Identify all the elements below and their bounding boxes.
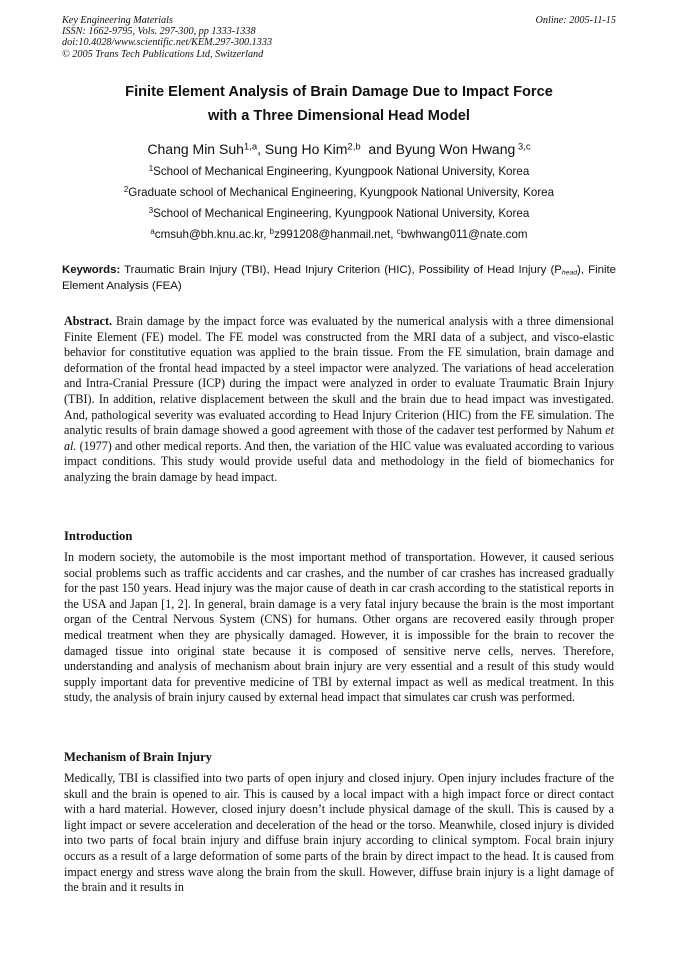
journal-name: Key Engineering Materials: [62, 15, 173, 26]
title-line-2: with a Three Dimensional Head Model: [208, 108, 470, 124]
journal-header: [62, 15, 616, 60]
mechanism-text: Medically, TBI is classified into two parts of open injury and closed injury. Open injury includes fracture of the skull and the brain is opened to air. This is caused by a local impact with a high impact force or direct contact with a hard material. However, closed injury doesn’t include physical damage of the skull. This is caused by a light impact or severe acceleration and deceleration of the head or the torso. Meanwhile, closed injury is divided into two parts of focal brain injury and diffuse brain injury according to clinical symptom. Focal brain injury occurs as a result of a large deformation of some parts of the brain by direct impact to the head. It is caused from impact energy and stress wave along the brain from the skull. However, diffuse brain injury is a light damage of the brain and it results in: [64, 771, 614, 895]
email-text: z991208@hanmail.net,: [274, 228, 397, 241]
keywords: [62, 263, 616, 294]
title-line-1: Finite Element Analysis of Brain Damage Due to Impact Force: [125, 84, 553, 100]
email-mark: a: [150, 227, 155, 237]
email-line: [40, 228, 638, 241]
author-affiliation-mark: 3,c: [515, 141, 531, 153]
author-name: Sung Ho Kim: [264, 141, 348, 157]
affiliation-text: Graduate school of Mechanical Engineering, Kyungpook National University, Korea: [128, 186, 555, 199]
introduction-heading: Introduction: [64, 529, 133, 543]
email-text: bwhwang011@nate.com: [400, 228, 528, 241]
author-name: Chang Min Suh: [147, 141, 244, 157]
online-date: Online: 2005-11-15: [535, 15, 616, 26]
keywords-text-end: ), Finite Element Analysis (FEA): [62, 264, 616, 292]
email-mark: b: [269, 227, 275, 237]
journal-info: [62, 15, 616, 60]
keywords-text: Traumatic Brain Injury (TBI), Head Injury Criterion (HIC), Possibility of Head Injury (P: [120, 264, 562, 276]
abstract-text-end: (1977) and other medical reports. And then, the variation of the HIC value was evaluated according to various impact conditions. This study would provide useful data and methodology in the field of biomechanics for analyzing the brain damage by head impact.: [64, 438, 614, 484]
journal-doi: doi:10.4028/www.scientific.net/KEM.297-300.1333: [62, 37, 273, 49]
affiliation-3: [40, 207, 638, 220]
journal-issn: ISSN: 1662-9795, Vols. 297-300, pp 1333-1338: [62, 26, 256, 38]
keywords-label: Keywords:: [62, 264, 121, 276]
author-affiliation-mark: 2,b: [347, 141, 361, 153]
affiliation-text: School of Mechanical Engineering, Kyungpook National University, Korea: [153, 207, 530, 220]
introduction-text: In modern society, the automobile is the most important method of transportation. However, it caused serious social problems such as traffic accidents and car crashes, and the number of car crashes has increased gradually for the past 150 years. Head injury was the major cause of death in car crash according to the statistical reports in the USA and Japan [1, 2]. In general, brain damage is a very fatal injury because the brain is the most important organ of the Central Nervous System (CNS) for humans. Other organs are recovered easily through proper medical treatment when they are physically damaged. However, it is impossible for the brain to recover the damaged tissue into original state because it is composed of sensitive nerve cells, nerves. Therefore, understanding and analysis of mechanism about brain injury are very essential and a result of this study would supply important data for preventive medicine of TBI by external impact as well as medical treatment. In this study, the analysis of brain injury caused by external head impact that simulates car crush was performed.: [64, 550, 614, 705]
affiliation-mark: 1: [148, 164, 154, 174]
affiliation-1: [40, 165, 638, 178]
author-list: [40, 141, 638, 157]
affiliation-2: [40, 186, 638, 199]
affiliation-mark: 3: [148, 206, 154, 216]
abstract: [64, 314, 614, 486]
paper-title: [62, 80, 616, 128]
affiliation-text: School of Mechanical Engineering, Kyungpook National University, Korea: [153, 165, 530, 178]
abstract-label: Abstract.: [64, 314, 113, 328]
email-mark: c: [396, 227, 401, 237]
journal-copyright: © 2005 Trans Tech Publications Ltd, Switzerland: [62, 48, 264, 60]
author-separator: ,: [257, 141, 265, 157]
author-affiliation-mark: 1,a: [243, 141, 258, 153]
email-text: cmsuh@bh.knu.ac.kr,: [154, 228, 270, 241]
author-name: Byung Won Hwang: [395, 141, 516, 157]
keywords-subscript: head: [561, 269, 578, 277]
author-separator: and: [360, 141, 396, 157]
mechanism-heading: Mechanism of Brain Injury: [64, 750, 212, 764]
abstract-et-al: et al.: [64, 423, 614, 453]
abstract-text: Brain damage by the impact force was evaluated by the numerical analysis with a three dimensional Finite Element (FE) model. The FE model was constructed from the MRI data of a subject, and visco-elastic behavior for constitutive equation was applied to the brain tissue. From the FE simulation, brain damage and deformation of the frontal head impacted by a steel impactor were analyzed. The variations of head acceleration and Intra-Cranial Pressure (ICP) during the impact were analyzed in order to evaluate Traumatic Brain Injury (TBI). In addition, relative displacement between the skull and the brain due to head impact was investigated. And, pathological severity was evaluated according to Head Injury Criterion (HIC) from the FE simulation. The analytic results of brain damage showed a good agreement with those of the cadaver test performed by Nahum: [64, 314, 614, 438]
affiliation-mark: 2: [123, 185, 129, 195]
